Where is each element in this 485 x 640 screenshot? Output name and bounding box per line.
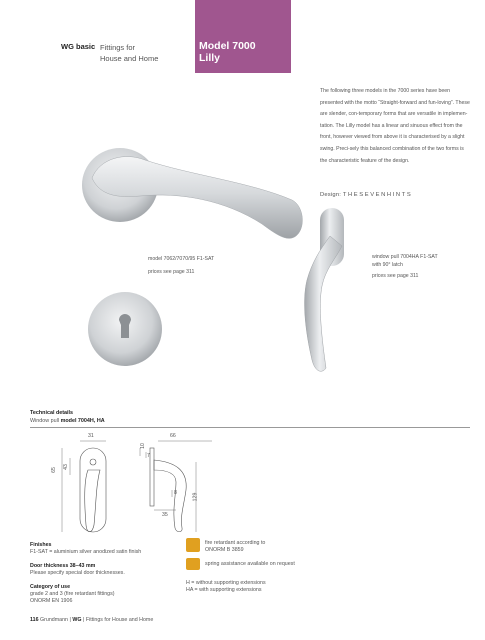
dim-66: 66 — [170, 433, 176, 439]
technical-title: Technical details — [30, 410, 74, 416]
drawing-front-rose — [80, 448, 106, 532]
footer-section: Fittings for House and Home — [85, 617, 154, 623]
drawing-spindle — [90, 459, 96, 465]
designer-name: THESEVENHINTS — [342, 192, 413, 198]
model-number: Model 7000 — [199, 40, 256, 52]
door-thickness-block — [30, 563, 125, 577]
category-block — [30, 584, 115, 605]
lever-caption-price: prices see page 311 — [148, 269, 195, 275]
finishes-title: Finishes — [30, 542, 52, 548]
footer-separator-1: | — [69, 617, 71, 623]
legend-line-1: H = without supporting extensions — [186, 580, 266, 586]
fire-retardant-icon — [186, 538, 200, 552]
footer-brand: Grundmann — [40, 617, 69, 623]
dim-10: 10 — [139, 443, 146, 449]
fire-block — [205, 540, 265, 554]
technical-sub-model: model 7004H, HA — [60, 418, 105, 424]
door-thickness-text: Please specify special door thicknesses. — [30, 570, 125, 576]
finishes-text: F1-SAT = aluminium silver anodized satin finish — [30, 549, 142, 555]
spring-text: spring assistance available on request — [205, 561, 295, 567]
door-thickness-title: Door thickness 38–43 mm — [30, 563, 96, 569]
fire-line-1: fire retardant according to — [205, 540, 266, 546]
dim-43: 43 — [62, 464, 69, 470]
lever-caption-model: model 7062/7070/95 F1-SAT — [148, 256, 215, 262]
technical-sub-prefix: Window pull — [30, 418, 61, 424]
category-line-1: Fittings for — [100, 43, 136, 52]
fire-line-2: ONORM B 3859 — [205, 547, 244, 553]
legend-line-2: HA = with supporting extensions — [186, 587, 262, 593]
intro-paragraph: The following three models in the 7000 series have been presented with the motto “Straight-forward and fun-loving”. These are slender, con-temporary forms that are versatile in implemen-tation. The Lilly model has a linear and sinuous effect from the front, however viewed from above it is characterised by a slight swing. Preci-sely this balanced combination of the two forms is the characteristic feature of the design. — [320, 88, 470, 164]
page-number: 116 — [30, 617, 39, 623]
dim-7: 7 — [147, 453, 150, 459]
design-label: Design: — [320, 192, 342, 198]
series-label: WG basic — [61, 42, 96, 51]
category-line-b: ONORM EN 1906 — [30, 598, 73, 604]
footer-separator-2: | — [82, 617, 85, 623]
category-title: Category of use — [30, 584, 71, 590]
finishes-block — [30, 542, 141, 556]
page-footer — [30, 617, 153, 623]
pull-caption-latch: with 90° latch — [372, 262, 403, 268]
spring-assist-icon — [186, 558, 200, 570]
pull-caption-model: window pull 7004HA F1-SAT — [372, 254, 438, 260]
drawing-side-plate — [150, 448, 154, 506]
model-name: Lilly — [199, 52, 221, 64]
footer-wg: WG — [72, 617, 82, 623]
dim-35: 35 — [162, 512, 168, 518]
category-line-a: grade 2 and 3 (fire retardant fittings) — [30, 591, 115, 597]
dim-8: 8 — [174, 490, 177, 496]
dim-31: 31 — [88, 433, 94, 439]
drawing-side-arm — [154, 460, 186, 532]
pull-caption-price: prices see page 311 — [372, 273, 419, 279]
legend-block — [186, 580, 266, 594]
dim-65: 65 — [50, 467, 57, 473]
category-line-2: House and Home — [100, 54, 159, 63]
dim-129: 129 — [192, 492, 199, 502]
drawing-front-handle — [85, 470, 100, 532]
